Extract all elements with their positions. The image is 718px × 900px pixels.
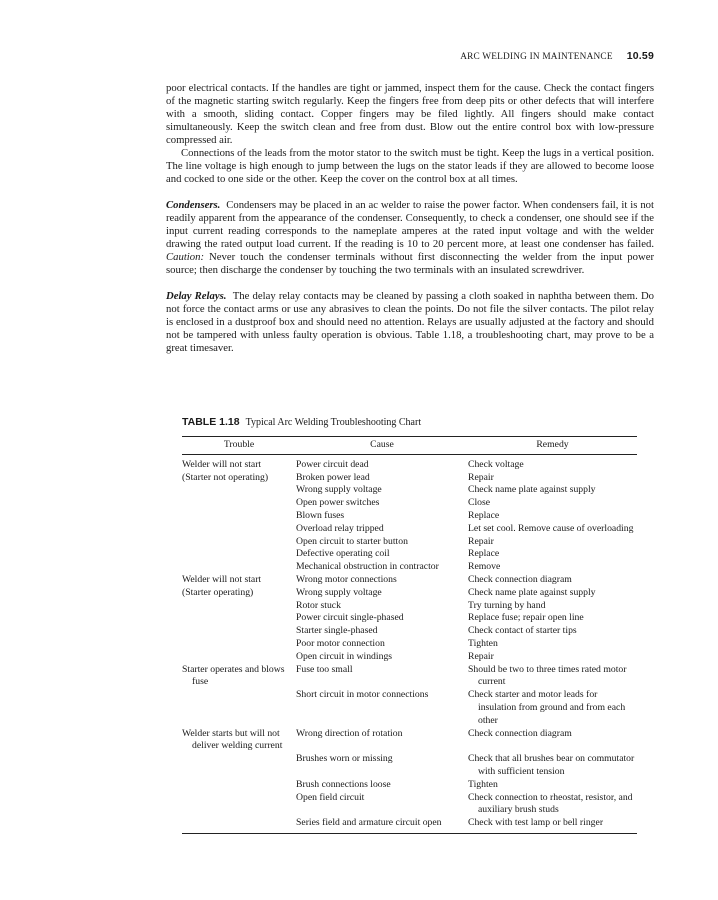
- remedy-cell-text: Should be two to three times rated motor current: [468, 663, 627, 688]
- remedy-cell: [468, 497, 637, 510]
- remedy-cell: [468, 779, 637, 792]
- cause-cell-text: Rotor stuck: [296, 599, 341, 611]
- remedy-cell: [468, 454, 637, 471]
- trouble-cell: [182, 779, 296, 792]
- cause-cell-text: Poor motor connection: [296, 637, 385, 649]
- trouble-cell: [182, 625, 296, 638]
- table-row: [182, 561, 637, 574]
- cause-cell: [296, 728, 468, 754]
- cause-cell: [296, 472, 468, 485]
- remedy-cell-text: Replace: [468, 548, 500, 560]
- cause-cell: [296, 792, 468, 818]
- remedy-cell-text: Tighten: [468, 778, 498, 790]
- remedy-cell: [468, 536, 637, 549]
- table-row: [182, 779, 637, 792]
- table-row: [182, 728, 637, 754]
- remedy-cell: [468, 484, 637, 497]
- cause-cell-text: Wrong supply voltage: [296, 586, 382, 598]
- trouble-cell: [182, 600, 296, 613]
- running-header: [166, 50, 654, 62]
- table-row: [182, 612, 637, 625]
- remedy-cell: [468, 574, 637, 587]
- remedy-cell-text: Replace: [468, 509, 500, 521]
- remedy-cell: [468, 817, 637, 833]
- cause-cell: [296, 523, 468, 536]
- column-header-remedy: Remedy: [468, 437, 637, 455]
- cause-cell: [296, 587, 468, 600]
- remedy-cell-text: Check with test lamp or bell ringer: [468, 817, 604, 829]
- table-row: [182, 792, 637, 818]
- cause-cell-text: Wrong supply voltage: [296, 484, 382, 496]
- remedy-cell: [468, 561, 637, 574]
- trouble-cell-text: Welder will not start: [182, 458, 262, 470]
- cause-cell: [296, 510, 468, 523]
- paragraph-delay-relays: [166, 290, 654, 355]
- table-body: [182, 454, 637, 833]
- table-row: [182, 651, 637, 664]
- remedy-cell: [468, 792, 637, 818]
- table-row: [182, 600, 637, 613]
- cause-cell-text: Wrong direction of rotation: [296, 727, 403, 739]
- table-row: [182, 574, 637, 587]
- remedy-cell-text: Check voltage: [468, 458, 524, 470]
- remedy-cell-text: Check that all brushes bear on commutator with sufficient tension: [468, 753, 635, 777]
- trouble-cell: [182, 484, 296, 497]
- table-row: [182, 625, 637, 638]
- remedy-cell: [468, 625, 637, 638]
- remedy-cell-text: Check connection to rheostat, resistor, and auxiliary brush studs: [468, 791, 633, 816]
- body-text: [166, 82, 654, 355]
- table-row: [182, 817, 637, 833]
- paragraph-connections: Connections of the leads from the motor stator to the switch must be tight. Keep the lugs in a vertical position. The line voltage is high enough to jump between the lugs on the stator leads if they are allowed to become loose and cocked to one side or the other. Keep the cover on the control box at all times.: [166, 147, 654, 185]
- remedy-cell-text: Check connection diagram: [468, 727, 572, 739]
- caution-label: Caution:: [166, 251, 205, 263]
- trouble-cell: [182, 536, 296, 549]
- trouble-cell-text: Welder starts but will not deliver welding current: [182, 727, 283, 752]
- remedy-cell: [468, 651, 637, 664]
- cause-cell: [296, 536, 468, 549]
- cause-cell: [296, 625, 468, 638]
- cause-cell: [296, 561, 468, 574]
- remedy-cell: [468, 612, 637, 625]
- table-row: [182, 638, 637, 651]
- remedy-cell: [468, 510, 637, 523]
- remedy-cell-text: Check name plate against supply: [468, 484, 596, 496]
- cause-cell: [296, 779, 468, 792]
- trouble-cell: [182, 792, 296, 818]
- trouble-cell: [182, 574, 296, 587]
- table-row: [182, 523, 637, 536]
- trouble-cell: [182, 817, 296, 833]
- remedy-cell-text: Remove: [468, 561, 501, 573]
- remedy-cell-text: Repair: [468, 535, 494, 547]
- remedy-cell: [468, 638, 637, 651]
- cause-cell: [296, 664, 468, 690]
- table-row: [182, 472, 637, 485]
- remedy-cell: [468, 548, 637, 561]
- remedy-cell-text: Repair: [468, 650, 494, 662]
- remedy-cell: [468, 728, 637, 754]
- trouble-cell: [182, 561, 296, 574]
- table-title: Typical Arc Welding Troubleshooting Chart: [245, 417, 422, 428]
- remedy-cell-text: Check contact of starter tips: [468, 625, 577, 637]
- cause-cell-text: Series field and armature circuit open: [296, 817, 442, 829]
- cause-cell: [296, 454, 468, 471]
- trouble-cell-text: Welder will not start: [182, 573, 262, 585]
- cause-cell: [296, 753, 468, 779]
- cause-cell-text: Starter single-phased: [296, 625, 378, 637]
- column-header-trouble: Trouble: [182, 437, 296, 455]
- cause-cell-text: Short circuit in motor connections: [296, 689, 429, 701]
- remedy-cell: [468, 664, 637, 690]
- cause-cell: [296, 574, 468, 587]
- cause-cell-text: Power circuit single-phased: [296, 612, 404, 624]
- trouble-cell: [182, 454, 296, 471]
- cause-cell-text: Broken power lead: [296, 471, 370, 483]
- cause-cell-text: Defective operating coil: [296, 548, 390, 560]
- remedy-cell-text: Check name plate against supply: [468, 586, 596, 598]
- cause-cell-text: Open power switches: [296, 497, 380, 509]
- table-caption: [182, 416, 637, 428]
- remedy-cell: [468, 523, 637, 536]
- trouble-cell-text: (Starter operating): [182, 586, 254, 598]
- column-header-cause: Cause: [296, 437, 468, 455]
- cause-cell: [296, 651, 468, 664]
- cause-cell: [296, 600, 468, 613]
- trouble-cell: [182, 728, 296, 754]
- remedy-cell: [468, 472, 637, 485]
- trouble-cell: [182, 497, 296, 510]
- cause-cell: [296, 817, 468, 833]
- paragraph-contacts: poor electrical contacts. If the handles are tight or jammed, inspect them for the cause. Check the contact fingers of the magnetic starting switch regularly. Keep the fingers free from deep pits or other defects that will interfere with a smooth, sliding contact. Copper fingers may be filed lightly. All fingers should make contact simultaneously. Keep the switch clean and free from dust. Blow out the entire control box with low-pressure compressed air.: [166, 82, 654, 146]
- relays-text: The delay relay contacts may be cleaned by passing a cloth soaked in naphtha between them. Do not force the contact arms or use any abrasives to clean the points. Do not file the silver contacts. The pilot relay is enclosed in a dustproof box and should need no attention. Relays are usually adjusted at the factory and should not be tampered with unless faulty operation is obvious. Table 1.18, a troubleshooting chart, may prove to be a great timesaver.: [166, 290, 655, 354]
- running-title: ARC WELDING IN MAINTENANCE: [460, 52, 613, 62]
- condensers-heading: Condensers.: [166, 199, 221, 211]
- trouble-cell: [182, 548, 296, 561]
- cause-cell-text: Overload relay tripped: [296, 522, 384, 534]
- condensers-text-2: Never touch the condenser terminals without first disconnecting the welder from the input power source; then discharge the condenser by touching the two terminals with an insulated screwdriver.: [166, 251, 654, 276]
- troubleshooting-table-section: [182, 416, 637, 834]
- trouble-cell: [182, 664, 296, 690]
- page-number: 10.59: [626, 50, 654, 62]
- table-label: TABLE 1.18: [182, 416, 240, 428]
- table-row: [182, 664, 637, 690]
- trouble-cell: [182, 753, 296, 779]
- remedy-cell: [468, 753, 637, 779]
- table-row: [182, 753, 637, 779]
- trouble-cell: [182, 523, 296, 536]
- remedy-cell-text: Try turning by hand: [468, 599, 546, 611]
- remedy-cell-text: Check connection diagram: [468, 573, 572, 585]
- cause-cell-text: Brush connections loose: [296, 778, 391, 790]
- cause-cell-text: Fuse too small: [296, 663, 353, 675]
- trouble-cell: [182, 472, 296, 485]
- trouble-cell: [182, 689, 296, 727]
- paragraph-condensers: [166, 199, 654, 277]
- table-header-row: [182, 437, 637, 455]
- trouble-cell-text: Starter operates and blows fuse: [182, 663, 285, 688]
- trouble-cell: [182, 510, 296, 523]
- trouble-cell: [182, 587, 296, 600]
- table-row: [182, 510, 637, 523]
- cause-cell-text: Open circuit to starter button: [296, 535, 408, 547]
- condensers-text-1: Condensers may be placed in an ac welder to raise the power factor. When condensers fail, it is not readily apparent from the appearance of the condenser. Consequently, to check a condenser, one should see if the input current reading corresponds to the nameplate amperes at the rated input voltage and with the welder drawing the rated output load current. If the reading is 10 to 20 percent more, at least one condenser has failed.: [166, 199, 654, 250]
- trouble-cell-text: (Starter not operating): [182, 471, 269, 483]
- cause-cell-text: Power circuit dead: [296, 458, 369, 470]
- cause-cell: [296, 612, 468, 625]
- trouble-cell: [182, 651, 296, 664]
- remedy-cell-text: Repair: [468, 471, 494, 483]
- remedy-cell: [468, 689, 637, 727]
- table-row: [182, 548, 637, 561]
- table-row: [182, 536, 637, 549]
- cause-cell-text: Wrong motor connections: [296, 573, 397, 585]
- table-row: [182, 454, 637, 471]
- cause-cell: [296, 484, 468, 497]
- table-row: [182, 587, 637, 600]
- cause-cell-text: Mechanical obstruction in contractor: [296, 561, 439, 573]
- remedy-cell-text: Replace fuse; repair open line: [468, 612, 584, 624]
- cause-cell-text: Open field circuit: [296, 791, 365, 803]
- trouble-cell: [182, 612, 296, 625]
- remedy-cell-text: Close: [468, 497, 491, 509]
- remedy-cell: [468, 587, 637, 600]
- cause-cell: [296, 689, 468, 727]
- remedy-cell: [468, 600, 637, 613]
- remedy-cell-text: Check starter and motor leads for insulation from ground and from each other: [468, 689, 626, 726]
- remedy-cell-text: Let set cool. Remove cause of overloading: [468, 522, 634, 534]
- table-row: [182, 497, 637, 510]
- cause-cell-text: Blown fuses: [296, 509, 345, 521]
- table-row: [182, 689, 637, 727]
- troubleshooting-table: [182, 436, 637, 834]
- cause-cell-text: Brushes worn or missing: [296, 753, 393, 765]
- relays-heading: Delay Relays.: [166, 290, 227, 302]
- cause-cell: [296, 497, 468, 510]
- table-row: [182, 484, 637, 497]
- cause-cell: [296, 638, 468, 651]
- cause-cell-text: Open circuit in windings: [296, 650, 393, 662]
- remedy-cell-text: Tighten: [468, 637, 498, 649]
- trouble-cell: [182, 638, 296, 651]
- cause-cell: [296, 548, 468, 561]
